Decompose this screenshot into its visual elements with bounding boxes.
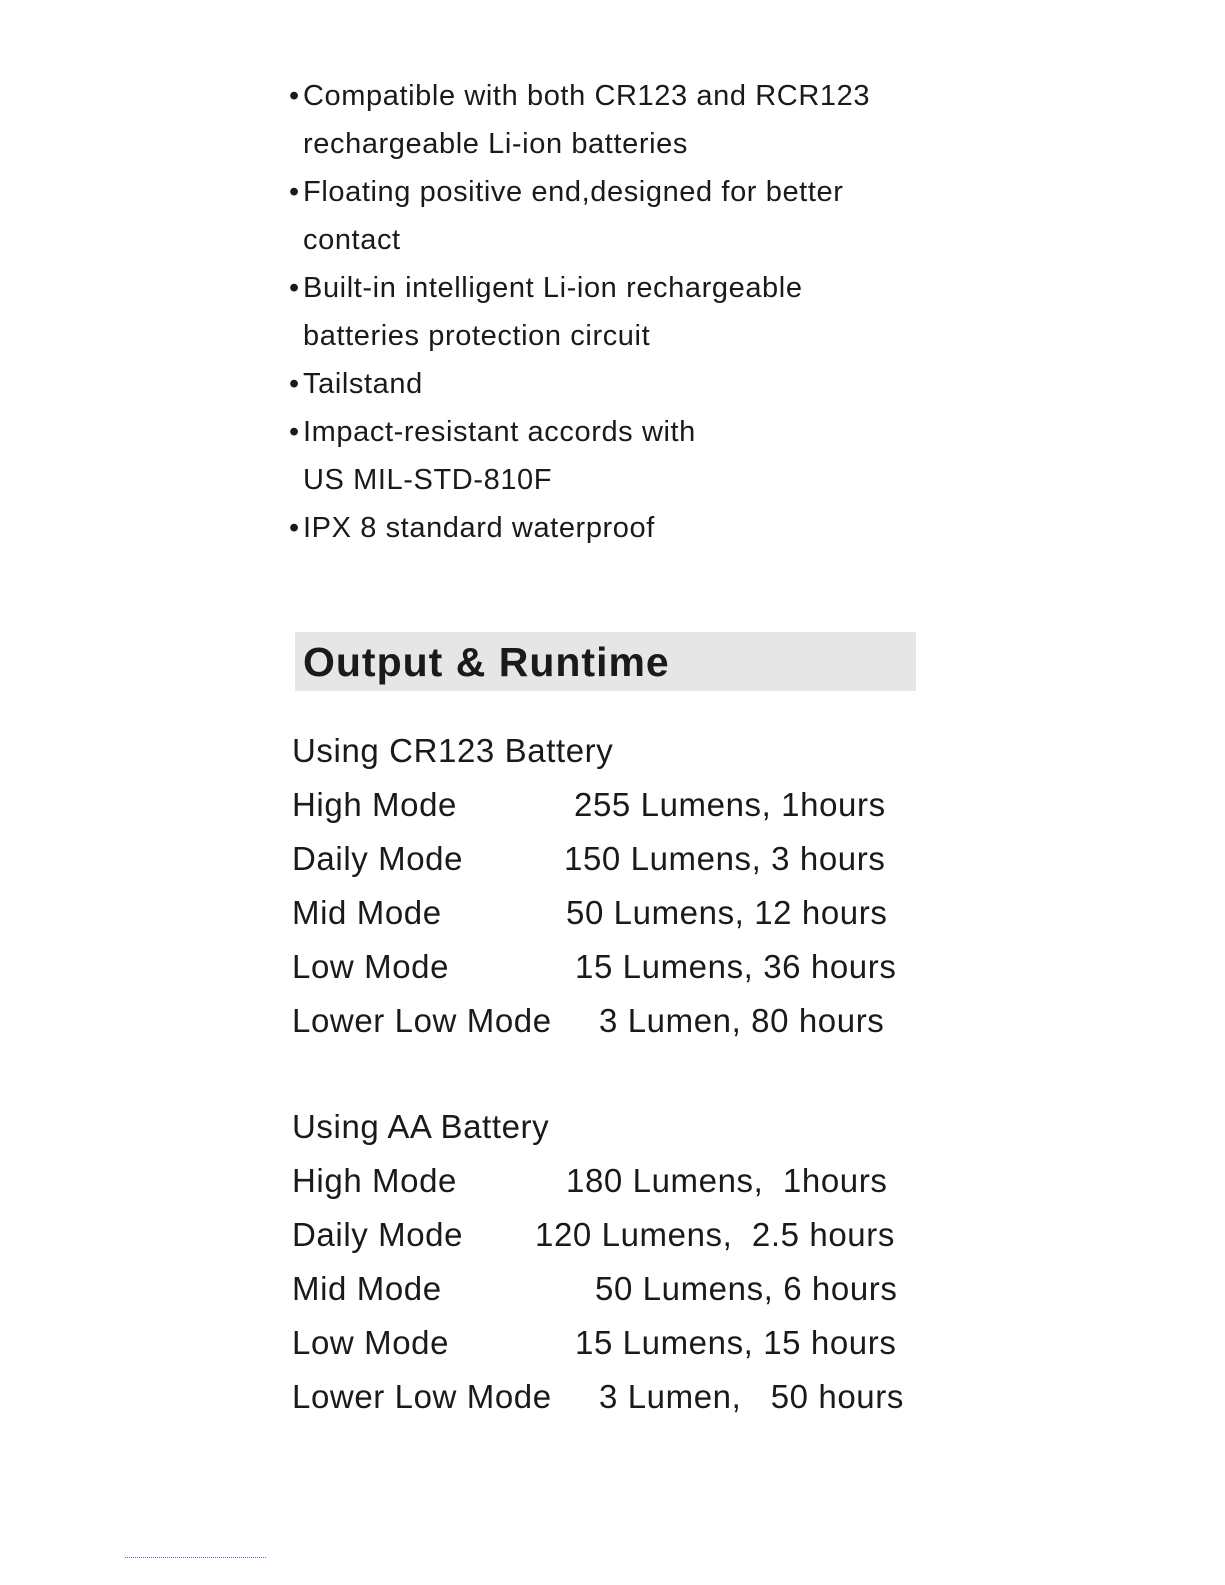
mode-name: Lower Low Mode [292,1002,552,1039]
mode-value: 180 Lumens, 1hours [566,1162,888,1199]
bullet-icon: • [289,512,300,544]
mode-name: High Mode [292,786,457,823]
feature-text-line1: Impact-resistant accords with [303,416,696,448]
feature-item [289,408,949,504]
feature-text-line2: rechargeable Li-ion batteries [303,128,688,160]
mode-value: 50 Lumens, 6 hours [595,1270,898,1307]
mode-value: 3 Lumen, 50 hours [599,1378,904,1415]
feature-item [289,264,949,360]
bullet-icon: • [289,416,300,448]
feature-text-line2: US MIL-STD-810F [303,464,553,496]
bullet-icon: • [289,80,300,112]
mode-value: 150 Lumens, 3 hours [564,840,886,877]
mode-value: 255 Lumens, 1hours [574,786,886,823]
mode-row [292,1316,952,1370]
mode-row [292,940,952,994]
feature-text-line1: IPX 8 standard waterproof [303,512,655,544]
mode-name: Daily Mode [292,840,464,877]
mode-row [292,778,952,832]
aa-battery-title: Using AA Battery [292,1108,550,1145]
feature-item [289,168,949,264]
mode-row [292,1154,952,1208]
footer-divider [125,1557,266,1558]
cr123-battery-title: Using CR123 Battery [292,732,614,769]
mode-row [292,994,952,1048]
mode-row [292,1208,952,1262]
mode-name: Low Mode [292,1324,450,1361]
feature-text-line2: batteries protection circuit [303,320,651,352]
mode-name: Lower Low Mode [292,1378,552,1415]
mode-value: 50 Lumens, 12 hours [566,894,888,931]
feature-text-line1: Compatible with both CR123 and RCR123 [303,80,871,112]
mode-name: Mid Mode [292,894,442,931]
feature-text-line2: contact [303,224,401,256]
mode-value: 15 Lumens, 15 hours [575,1324,897,1361]
section-title: Output & Runtime [303,639,670,685]
mode-row [292,1262,952,1316]
bullet-icon: • [289,368,300,400]
feature-list [289,72,949,552]
feature-text-line1: Floating positive end,designed for better [303,176,844,208]
bullet-icon: • [289,176,300,208]
mode-name: High Mode [292,1162,457,1199]
feature-text-line1: Built-in intelligent Li-ion rechargeable [303,272,803,304]
mode-row [292,832,952,886]
mode-name: Daily Mode [292,1216,464,1253]
mode-row [292,886,952,940]
mode-value: 3 Lumen, 80 hours [599,1002,885,1039]
mode-name: Low Mode [292,948,450,985]
mode-value: 15 Lumens, 36 hours [575,948,897,985]
feature-text-line1: Tailstand [303,368,423,400]
aa-battery-group [292,1100,952,1424]
feature-item [289,72,949,168]
mode-row [292,1370,952,1424]
section-header [295,632,916,691]
feature-item [289,504,949,552]
feature-item [289,360,949,408]
bullet-icon: • [289,272,300,304]
mode-value: 120 Lumens, 2.5 hours [535,1216,895,1253]
mode-name: Mid Mode [292,1270,442,1307]
cr123-battery-group [292,724,952,1048]
